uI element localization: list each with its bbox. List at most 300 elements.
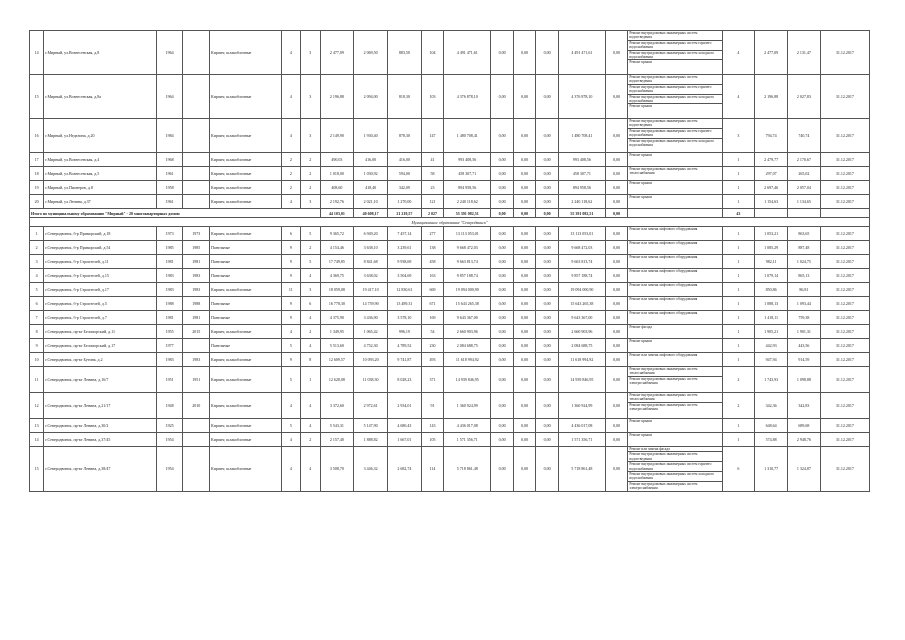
residents-cell: 103 [421,75,444,119]
works-area-cell: 1 053,21 [755,227,788,241]
address-cell: г.Северодвинск, пр-кт Беломорский, д.11 [44,325,157,339]
cost-share-cell: 0,00 [536,339,559,353]
empty-cell [820,209,869,218]
address-cell: г.Северодвинск, б-р Приморский, д.54 [44,241,157,255]
table-row [30,353,870,367]
year-reconstructed-cell [183,31,210,75]
cost-share-cell: 0,00 [605,255,628,269]
cost-share-cell: 0,00 [536,367,559,393]
residents-cell: 91 [421,393,444,419]
living-area-cell: 418,40 [354,181,388,195]
row-number: 9 [30,339,44,353]
works-cell [628,227,722,241]
cost-share-cell: 0,00 [536,283,559,297]
owners-funds-cell: 13 113 053,01 [558,227,605,241]
work-item: Ремонт фасада [629,325,652,329]
year-reconstructed-cell [183,75,210,119]
date-cell: 31.12.2017 [820,433,869,447]
works-count-cell: 1 [722,419,755,433]
date-cell: 31.12.2017 [820,447,869,492]
empty-cell [755,209,788,218]
floors-cell: 2 [281,167,300,181]
cost-share-cell: 0,00 [536,209,559,218]
residents-cell: 458 [421,255,444,269]
table-row [30,283,870,297]
total-area-cell: 2 149,90 [320,119,354,153]
table-row [30,167,870,181]
address-cell: г.Северодвинск, б-р Строителей, д.5 [44,297,157,311]
wall-material-cell: Кирпич; шлакоблочные [210,419,282,433]
total-area-cell: 2 196,88 [320,75,354,119]
cost-share-cell: 0,00 [605,447,628,492]
area-owned-cell: 9 938,69 [388,255,422,269]
year-reconstructed-cell [183,153,210,167]
date-cell: 31.12.2017 [820,297,869,311]
cost-share-cell: 0,00 [491,227,514,241]
total-cost-cell: 2 084 688,75 [444,339,491,353]
residents-cell: 671 [421,297,444,311]
area-owned-cell: 8 028,23 [388,367,422,393]
entrances-cell: 2 [301,325,320,339]
address-cell: г.Северодвинск, пр-кт Бутина, д.2 [44,353,157,367]
work-item: Ремонт или замена лифтового оборудования [629,353,698,357]
date-cell: 31.12.2017 [820,325,869,339]
total-cost-cell: 13 113 053,01 [444,227,491,241]
work-item: Ремонт крыши [629,60,653,65]
cost-share-cell: 0,00 [491,325,514,339]
year-built-cell: 1973 [156,227,183,241]
cost-share-cell: 0,00 [536,269,559,283]
address-cell: г.Северодвинск, б-р Строителей, д.7 [44,311,157,325]
works-area-cell: 1 085,29 [755,241,788,255]
year-reconstructed-cell: 1985 [183,241,210,255]
works-cell [628,367,722,393]
residents-cell: 669 [421,283,444,297]
area-owned-cell: 818,30 [388,75,422,119]
total-area-cell: 18 059,08 [320,283,354,297]
cost-share-cell: 0,00 [605,241,628,255]
total-cost-cell: 9 643 367,00 [444,311,491,325]
owners-funds-cell: 1 360 924,99 [558,393,605,419]
cost-share-cell: 0,00 [491,283,514,297]
work-item: Ремонт внутридомовых инженерных систем водоотведения [628,119,721,129]
wall-material-cell: Кирпич; шлакоблочные [210,195,282,209]
owners-funds-cell: 1 571 356,71 [558,433,605,447]
work-item: Ремонт или замена лифтового оборудования [629,255,698,259]
row-number: 8 [30,325,44,339]
works-area-cell: 297,07 [755,167,788,181]
works-value-cell: 1 024,75 [787,255,820,269]
table-row [30,181,870,195]
works-area-cell: 1 905,21 [755,325,788,339]
works-value-cell: 1 901,31 [787,325,820,339]
cost-share-cell: 0,00 [491,181,514,195]
residents-cell: 104 [421,31,444,75]
total-cost-cell: 55 391 082,51 [444,209,491,218]
work-item: Ремонт или замена лифтового оборудования [629,269,698,273]
owners-funds-cell: 55 391 082,51 [558,209,605,218]
total-label: Итого по муниципальному образованию "Мирный" - 20 многоквартирных домов: [30,209,321,218]
table-row [30,311,870,325]
works-count-cell: 1 [722,311,755,325]
wall-material-cell: Кирпич; шлакоблочные [210,181,282,195]
entrances-cell: 4 [301,269,320,283]
cost-share-cell: 0,00 [513,167,536,181]
living-area-cell: 3 436,90 [354,311,388,325]
year-built-cell: 1964 [156,75,183,119]
works-area-cell: 2 697,46 [755,181,788,195]
area-owned-cell: 1 270,00 [388,195,422,209]
floors-cell: 5 [281,419,300,433]
address-cell: г.Северодвинск, пр-кт Ленина, д.37/45 [44,433,157,447]
cost-share-cell: 0,00 [605,181,628,195]
wall-material-cell: Панельные [210,339,282,353]
work-item: Ремонт внутридомовых инженерных систем горячего водоснабжения [628,41,721,51]
residents-cell: 143 [421,419,444,433]
living-area-cell: 4 752,30 [354,339,388,353]
works-cell [628,269,722,283]
work-item: Ремонт или замена лифтового оборудования [629,227,698,231]
entrances-cell: 2 [301,433,320,447]
works-cell [628,31,722,75]
cost-share-cell: 0,00 [491,269,514,283]
living-area-cell: 6 949,20 [354,227,388,241]
wall-material-cell: Кирпич; шлакоблочные [210,433,282,447]
works-count-cell: 1 [722,167,755,181]
work-item: Ремонт внутридомовых инженерных систем водоотведения [628,452,721,462]
owners-funds-cell: 2 084 688,75 [558,339,605,353]
wall-material-cell: Кирпич; шлакоблочные [210,325,282,339]
date-cell: 31.12.2017 [820,269,869,283]
works-count-cell: 6 [722,447,755,492]
works-cell [628,353,722,367]
date-cell: 31.12.2017 [820,393,869,419]
owners-funds-cell: 2 660 903,96 [558,325,605,339]
cost-share-cell: 0,00 [491,447,514,492]
works-count-cell: 1 [722,241,755,255]
residents-cell: 147 [421,119,444,153]
entrances-cell: 8 [301,353,320,367]
cost-share-cell: 0,00 [491,339,514,353]
date-cell: 31.12.2017 [820,367,869,393]
address-cell: г.Мирный, ул.Пионеров, д.8 [44,181,157,195]
entrances-cell: 5 [301,227,320,241]
works-area-cell: 1 310,77 [755,447,788,492]
works-count-cell: 3 [722,119,755,153]
date-cell: 31.12.2017 [820,283,869,297]
cost-share-cell: 0,00 [491,311,514,325]
total-area-cell: 4 154,46 [320,241,354,255]
date-cell: 31.12.2017 [820,227,869,241]
floors-cell: 4 [281,31,300,75]
total-area-cell: 9 365,72 [320,227,354,241]
date-cell: 31.12.2017 [820,255,869,269]
owners-funds-cell: 993 408,56 [558,153,605,167]
works-value-cell: 443,56 [787,339,820,353]
floors-cell: 4 [281,119,300,153]
residents-cell: 169 [421,311,444,325]
date-cell: 31.12.2017 [820,75,869,119]
cost-share-cell: 0,00 [491,433,514,447]
works-area-cell: 2 196,88 [755,75,788,119]
cost-share-cell: 0,00 [536,353,559,367]
date-cell: 31.12.2017 [820,181,869,195]
cost-share-cell: 0,00 [513,181,536,195]
row-number: 1 [30,227,44,241]
floors-cell: 2 [281,153,300,167]
residents-cell: 58 [421,167,444,181]
table-body [30,31,870,492]
year-built-cell: 1977 [156,339,183,353]
cost-share-cell: 0,00 [605,419,628,433]
total-cost-cell: 11 618 994,92 [444,353,491,367]
address-cell: г.Северодвинск, пр-кт Ленина, д.16/7 [44,367,157,393]
works-count-cell: 43 [722,209,755,218]
wall-material-cell: Кирпич; шлакоблочные [210,283,282,297]
year-reconstructed-cell [183,433,210,447]
total-area-cell: 3 508,70 [320,447,354,492]
residents-cell: 230 [421,339,444,353]
works-area-cell: 794,74 [755,119,788,153]
owners-funds-cell: 5 718 861,48 [558,447,605,492]
cost-share-cell: 0,00 [536,419,559,433]
cost-share-cell: 0,00 [513,419,536,433]
cost-share-cell: 0,00 [536,447,559,492]
address-cell: г.Мирный, ул.Вознесенская, д.4 [44,153,157,167]
cost-share-cell: 0,00 [605,297,628,311]
cost-share-cell: 0,00 [605,209,628,218]
works-value-cell: 887,48 [787,241,820,255]
floors-cell: 6 [281,227,300,241]
owners-funds-cell: 19 094 000,90 [558,283,605,297]
works-area-cell: 648,64 [755,419,788,433]
work-item: Ремонт крыши [629,153,653,157]
total-cost-cell: 4 491 471,61 [444,31,491,75]
cost-share-cell: 0,00 [513,325,536,339]
address-cell: г.Мирный, ул.Вознесенская, д.8 [44,31,157,75]
row-number: 10 [30,353,44,367]
works-value-cell: 863,65 [787,227,820,241]
cost-share-cell: 0,00 [536,311,559,325]
cost-share-cell: 0,00 [605,433,628,447]
cost-share-cell: 0,00 [513,119,536,153]
cost-share-cell: 0,00 [513,209,536,218]
total-area-cell: 16 778,30 [320,297,354,311]
work-item: Ремонт внутридомовых инженерных систем теплоснабжения [628,367,721,377]
section-title: Муниципальное образование "Северодвинск" [30,218,870,227]
entrances-cell: 4 [301,447,320,492]
work-item: Ремонт внутридомовых инженерных систем холодного водоснабжения [628,472,721,482]
works-count-cell: 2 [722,367,755,393]
table-row [30,255,870,269]
works-count-cell: 1 [722,353,755,367]
year-reconstructed-cell: 1983 [183,283,210,297]
work-item: Ремонт внутридомовых инженерных систем водоотведения [628,31,721,41]
work-item: Ремонт внутридомовых инженерных систем электроснабжения [629,376,698,386]
cost-share-cell: 0,00 [513,339,536,353]
row-number: 17 [30,153,44,167]
area-owned-cell: 342,09 [388,181,422,195]
floors-cell: 11 [281,283,300,297]
floors-cell: 5 [281,367,300,393]
works-cell [628,339,722,353]
entrances-cell: 2 [301,153,320,167]
total-cost-cell: 1 360 924,99 [444,393,491,419]
cost-share-cell: 0,00 [536,297,559,311]
total-area-cell: 12 628,08 [320,367,354,393]
owners-funds-cell: 9 857 188,74 [558,269,605,283]
floors-cell: 9 [281,255,300,269]
row-number: 15 [30,75,44,119]
cost-share-cell: 0,00 [513,75,536,119]
works-cell [628,283,722,297]
floors-cell: 5 [281,339,300,353]
table-row [30,195,870,209]
work-item: Ремонт внутридомовых инженерных систем холодного водоснабжения [629,138,714,148]
owners-funds-cell: 9 663 813,74 [558,255,605,269]
living-area-cell: 1 030,92 [354,167,388,181]
year-built-cell: 1948 [156,393,183,419]
works-count-cell: 4 [722,31,755,75]
works-value-cell: 740,74 [787,119,820,153]
date-cell: 31.12.2017 [820,153,869,167]
area-owned-cell: 7 457,14 [388,227,422,241]
cost-share-cell: 0,00 [513,311,536,325]
wall-material-cell: Панельные [210,255,282,269]
date-cell: 31.12.2017 [820,353,869,367]
living-area-cell: 14 759,90 [354,297,388,311]
address-cell: г.Северодвинск, пр-кт Беломорский, д.17 [44,339,157,353]
area-owned-cell: 883,50 [388,31,422,75]
address-cell: г.Северодвинск, б-р Строителей, д.15 [44,269,157,283]
address-cell: г.Мирный, ул.Неделина, д.20 [44,119,157,153]
work-item: Ремонт крыши [629,181,653,185]
date-cell: 31.12.2017 [820,31,869,75]
residents-cell: 105 [421,433,444,447]
date-cell: 31.12.2017 [820,311,869,325]
year-built-cell: 1968 [156,153,183,167]
wall-material-cell: Кирпич; шлакоблочные [210,167,282,181]
table-row [30,325,870,339]
entrances-cell: 6 [301,297,320,311]
entrances-cell: 4 [301,339,320,353]
cost-share-cell: 0,00 [605,31,628,75]
floors-cell: 9 [281,297,300,311]
cost-share-cell: 0,00 [605,353,628,367]
wall-material-cell: Кирпич; шлакоблочные [210,75,282,119]
cost-share-cell: 0,00 [536,433,559,447]
works-count-cell: 4 [722,75,755,119]
area-owned-cell: 9 741,87 [388,353,422,367]
residents-cell: 277 [421,227,444,241]
cost-share-cell: 0,00 [536,241,559,255]
total-cost-cell: 1 480 708,41 [444,119,491,153]
cost-share-cell: 0,00 [605,283,628,297]
cost-share-cell: 0,00 [605,75,628,119]
entrances-cell: 2 [301,167,320,181]
year-built-cell: 1981 [156,255,183,269]
cost-share-cell: 0,00 [605,367,628,393]
works-cell [628,119,722,153]
total-area-cell: 4 375,90 [320,311,354,325]
cost-share-cell: 0,00 [605,153,628,167]
works-count-cell: 1 [722,433,755,447]
total-cost-cell: 2 660 903,96 [444,325,491,339]
year-built-cell: 1925 [156,419,183,433]
work-item: Ремонт внутридомовых инженерных систем теплоснабжения [629,167,698,176]
living-area-cell: 1 888,82 [354,433,388,447]
cost-share-cell: 0,00 [513,153,536,167]
work-item: Ремонт крыши [629,419,653,423]
works-cell [628,255,722,269]
floors-cell: 9 [281,269,300,283]
works-count-cell: 1 [722,255,755,269]
cost-share-cell: 0,00 [536,119,559,153]
year-reconstructed-cell [183,167,210,181]
year-built-cell: 1983 [156,283,183,297]
table-row [30,75,870,119]
cost-share-cell: 0,00 [536,181,559,195]
residents-cell: 41 [421,153,444,167]
floors-cell: 4 [281,325,300,339]
works-cell [628,393,722,419]
works-value-cell: 1 134,65 [787,195,820,209]
owners-funds-cell: 4 376 878,10 [558,75,605,119]
row-number: 18 [30,167,44,181]
works-area-cell: 1 154,63 [755,195,788,209]
work-item: Ремонт внутридомовых инженерных систем горячего водоснабжения [628,129,721,139]
living-area-cell: 1 930,40 [354,119,388,153]
total-cost-cell: 9 663 813,74 [444,255,491,269]
cost-share-cell: 0,00 [491,353,514,367]
total-area-cell: 4 369,75 [320,269,354,283]
date-cell: 31.12.2017 [820,195,869,209]
cost-share-cell: 0,00 [605,311,628,325]
wall-material-cell: Кирпич; шлакоблочные [210,447,282,492]
cost-share-cell: 0,00 [605,393,628,419]
cost-share-cell: 0,00 [536,227,559,241]
cost-share-cell: 0,00 [513,353,536,367]
work-item: Ремонт внутридомовых инженерных систем электроснабжения [629,402,698,412]
area-owned-cell: 3 239,61 [388,241,422,255]
cost-share-cell: 0,00 [605,195,628,209]
year-reconstructed-cell [183,119,210,153]
works-value-cell: 1 324,87 [787,447,820,492]
living-area-cell: 8 841,68 [354,255,388,269]
total-cost-cell: 1 571 356,71 [444,433,491,447]
entrances-cell: 2 [301,181,320,195]
works-area-cell: 442,93 [755,339,788,353]
year-built-cell: 1981 [156,311,183,325]
year-built-cell: 1985 [156,241,183,255]
work-item: Ремонт крыши [629,104,653,109]
living-area-cell: 2 021,10 [354,195,388,209]
floors-cell: 9 [281,241,300,255]
cost-share-cell: 0,00 [605,119,628,153]
wall-material-cell: Панельные [210,241,282,255]
date-cell: 31.12.2017 [820,167,869,181]
works-cell [628,181,722,195]
cost-share-cell: 0,00 [605,325,628,339]
table-row [30,269,870,283]
table-row [30,447,870,492]
table-row [30,393,870,419]
owners-funds-cell: 1 480 708,41 [558,119,605,153]
works-count-cell: 1 [722,283,755,297]
cost-share-cell: 0,00 [513,195,536,209]
total-area-cell: 1 349,95 [320,325,354,339]
year-built-cell: 1988 [156,297,183,311]
